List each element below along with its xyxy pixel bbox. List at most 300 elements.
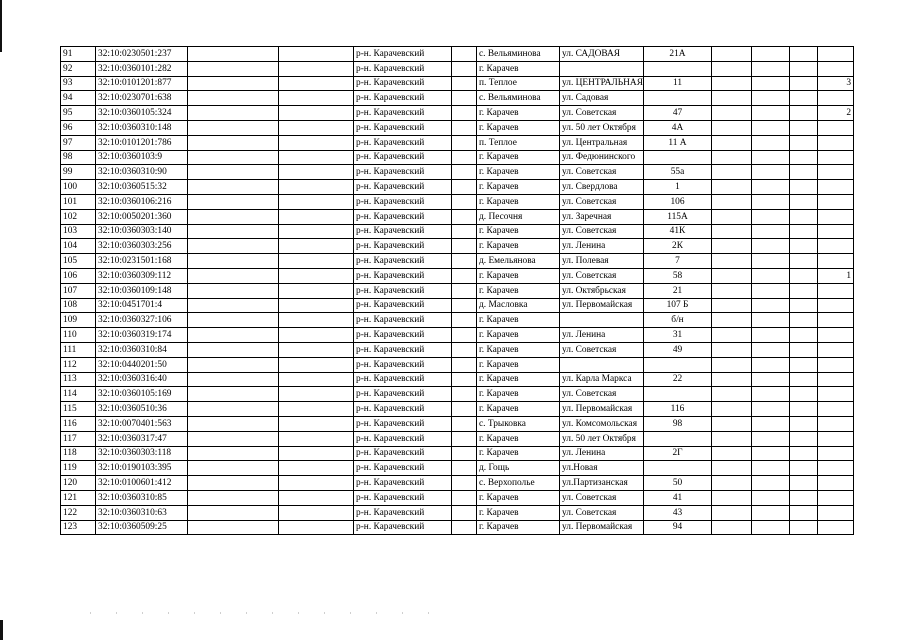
house-number-cell: 43 bbox=[644, 505, 712, 520]
extra-value-cell bbox=[818, 431, 854, 446]
blank-col-a-cell bbox=[188, 283, 279, 298]
settlement-cell: г. Карачев bbox=[477, 268, 560, 283]
blank-col-e-cell bbox=[752, 416, 790, 431]
blank-col-f-cell bbox=[790, 357, 818, 372]
street-cell bbox=[560, 357, 644, 372]
extra-value-cell bbox=[818, 520, 854, 535]
cadastral-number-cell: 32:10:0100601:412 bbox=[96, 476, 188, 491]
blank-col-f-cell bbox=[790, 194, 818, 209]
blank-col-a-cell bbox=[188, 224, 279, 239]
blank-col-b-cell bbox=[279, 520, 354, 535]
street-cell: ул. Советская bbox=[560, 165, 644, 180]
blank-col-f-cell bbox=[790, 180, 818, 195]
house-number-cell: 41 bbox=[644, 490, 712, 505]
blank-col-a-cell bbox=[188, 106, 279, 121]
blank-col-b-cell bbox=[279, 505, 354, 520]
row-number-cell: 118 bbox=[61, 446, 96, 461]
settlement-cell: г. Карачев bbox=[477, 372, 560, 387]
blank-col-c-cell bbox=[452, 446, 477, 461]
street-cell: ул.Новая bbox=[560, 461, 644, 476]
district-cell: р-н. Карачевский bbox=[354, 76, 452, 91]
house-number-cell: 2К bbox=[644, 239, 712, 254]
blank-col-c-cell bbox=[452, 416, 477, 431]
blank-col-b-cell bbox=[279, 91, 354, 106]
extra-value-cell bbox=[818, 298, 854, 313]
row-number-cell: 92 bbox=[61, 61, 96, 76]
blank-col-d-cell bbox=[712, 342, 752, 357]
row-number-cell: 122 bbox=[61, 505, 96, 520]
blank-col-b-cell bbox=[279, 402, 354, 417]
settlement-cell: г. Карачев bbox=[477, 505, 560, 520]
house-number-cell: 41К bbox=[644, 224, 712, 239]
extra-value-cell bbox=[818, 505, 854, 520]
settlement-cell: г. Карачев bbox=[477, 150, 560, 165]
blank-col-e-cell bbox=[752, 342, 790, 357]
table-row bbox=[61, 461, 854, 476]
row-number-cell: 93 bbox=[61, 76, 96, 91]
blank-col-f-cell bbox=[790, 76, 818, 91]
district-cell: р-н. Карачевский bbox=[354, 298, 452, 313]
blank-col-d-cell bbox=[712, 328, 752, 343]
blank-col-b-cell bbox=[279, 372, 354, 387]
blank-col-a-cell bbox=[188, 120, 279, 135]
table-row bbox=[61, 91, 854, 106]
blank-col-c-cell bbox=[452, 180, 477, 195]
blank-col-b-cell bbox=[279, 165, 354, 180]
blank-col-b-cell bbox=[279, 387, 354, 402]
blank-col-c-cell bbox=[452, 298, 477, 313]
table-row bbox=[61, 150, 854, 165]
cadastral-number-cell: 32:10:0360310:148 bbox=[96, 120, 188, 135]
blank-col-b-cell bbox=[279, 461, 354, 476]
district-cell: р-н. Карачевский bbox=[354, 476, 452, 491]
cadastral-number-cell: 32:10:0440201:50 bbox=[96, 357, 188, 372]
blank-col-d-cell bbox=[712, 416, 752, 431]
blank-col-e-cell bbox=[752, 313, 790, 328]
cadastral-number-cell: 32:10:0451701:4 bbox=[96, 298, 188, 313]
settlement-cell: г. Карачев bbox=[477, 520, 560, 535]
district-cell: р-н. Карачевский bbox=[354, 328, 452, 343]
settlement-cell: г. Карачев bbox=[477, 342, 560, 357]
table-row bbox=[61, 268, 854, 283]
cadastral-number-cell: 32:10:0230701:638 bbox=[96, 91, 188, 106]
table-row bbox=[61, 239, 854, 254]
street-cell: ул. САДОВАЯ bbox=[560, 47, 644, 62]
street-cell: ул. 50 лет Октября bbox=[560, 120, 644, 135]
blank-col-e-cell bbox=[752, 431, 790, 446]
blank-col-a-cell bbox=[188, 150, 279, 165]
street-cell: ул. Садовая bbox=[560, 91, 644, 106]
blank-col-a-cell bbox=[188, 357, 279, 372]
table-row bbox=[61, 298, 854, 313]
street-cell: ул. Карла Маркса bbox=[560, 372, 644, 387]
blank-col-b-cell bbox=[279, 313, 354, 328]
house-number-cell: 11 bbox=[644, 76, 712, 91]
row-number-cell: 115 bbox=[61, 402, 96, 417]
cadastral-number-cell: 32:10:0360109:148 bbox=[96, 283, 188, 298]
extra-value-cell bbox=[818, 135, 854, 150]
blank-col-f-cell bbox=[790, 431, 818, 446]
cadastral-number-cell: 32:10:0360105:169 bbox=[96, 387, 188, 402]
cadastral-number-cell: 32:10:0101201:786 bbox=[96, 135, 188, 150]
blank-col-b-cell bbox=[279, 209, 354, 224]
blank-col-e-cell bbox=[752, 476, 790, 491]
district-cell: р-н. Карачевский bbox=[354, 106, 452, 121]
table-row bbox=[61, 416, 854, 431]
cadastral-number-cell: 32:10:0070401:563 bbox=[96, 416, 188, 431]
extra-value-cell bbox=[818, 313, 854, 328]
blank-col-c-cell bbox=[452, 490, 477, 505]
table-row bbox=[61, 106, 854, 121]
blank-col-c-cell bbox=[452, 505, 477, 520]
row-number-cell: 99 bbox=[61, 165, 96, 180]
district-cell: р-н. Карачевский bbox=[354, 461, 452, 476]
extra-value-cell bbox=[818, 416, 854, 431]
district-cell: р-н. Карачевский bbox=[354, 520, 452, 535]
settlement-cell: д. Емельянова bbox=[477, 254, 560, 269]
row-number-cell: 113 bbox=[61, 372, 96, 387]
cadastral-number-cell: 32:10:0231501:168 bbox=[96, 254, 188, 269]
blank-col-d-cell bbox=[712, 505, 752, 520]
street-cell: ул. Первомайская bbox=[560, 298, 644, 313]
house-number-cell: 47 bbox=[644, 106, 712, 121]
blank-col-b-cell bbox=[279, 328, 354, 343]
cadastral-number-cell: 32:10:0360309:112 bbox=[96, 268, 188, 283]
street-cell: ул. Полевая bbox=[560, 254, 644, 269]
scan-noise bbox=[90, 612, 450, 614]
cadastral-number-cell: 32:10:0360303:256 bbox=[96, 239, 188, 254]
blank-col-f-cell bbox=[790, 224, 818, 239]
house-number-cell bbox=[644, 357, 712, 372]
blank-col-f-cell bbox=[790, 135, 818, 150]
blank-col-e-cell bbox=[752, 298, 790, 313]
table-row bbox=[61, 283, 854, 298]
blank-col-e-cell bbox=[752, 76, 790, 91]
street-cell bbox=[560, 313, 644, 328]
blank-col-c-cell bbox=[452, 520, 477, 535]
extra-value-cell bbox=[818, 209, 854, 224]
cadastral-number-cell: 32:10:0101201:877 bbox=[96, 76, 188, 91]
blank-col-a-cell bbox=[188, 194, 279, 209]
blank-col-b-cell bbox=[279, 106, 354, 121]
district-cell: р-н. Карачевский bbox=[354, 372, 452, 387]
cadastral-number-cell: 32:10:0360316:40 bbox=[96, 372, 188, 387]
blank-col-f-cell bbox=[790, 91, 818, 106]
street-cell: ул. Советская bbox=[560, 490, 644, 505]
blank-col-d-cell bbox=[712, 490, 752, 505]
district-cell: р-н. Карачевский bbox=[354, 224, 452, 239]
row-number-cell: 100 bbox=[61, 180, 96, 195]
blank-col-b-cell bbox=[279, 47, 354, 62]
house-number-cell bbox=[644, 431, 712, 446]
settlement-cell: г. Карачев bbox=[477, 387, 560, 402]
extra-value-cell bbox=[818, 342, 854, 357]
blank-col-f-cell bbox=[790, 254, 818, 269]
blank-col-b-cell bbox=[279, 298, 354, 313]
blank-col-a-cell bbox=[188, 76, 279, 91]
district-cell: р-н. Карачевский bbox=[354, 254, 452, 269]
table-row bbox=[61, 520, 854, 535]
table-row bbox=[61, 47, 854, 62]
row-number-cell: 116 bbox=[61, 416, 96, 431]
blank-col-b-cell bbox=[279, 224, 354, 239]
extra-value-cell bbox=[818, 150, 854, 165]
district-cell: р-н. Карачевский bbox=[354, 505, 452, 520]
cadastral-number-cell: 32:10:0360509:25 bbox=[96, 520, 188, 535]
district-cell: р-н. Карачевский bbox=[354, 91, 452, 106]
settlement-cell: г. Карачев bbox=[477, 106, 560, 121]
settlement-cell: г. Карачев bbox=[477, 402, 560, 417]
blank-col-d-cell bbox=[712, 76, 752, 91]
street-cell: ул. Заречная bbox=[560, 209, 644, 224]
extra-value-cell bbox=[818, 239, 854, 254]
blank-col-f-cell bbox=[790, 120, 818, 135]
blank-col-b-cell bbox=[279, 431, 354, 446]
blank-col-d-cell bbox=[712, 283, 752, 298]
table-row bbox=[61, 313, 854, 328]
blank-col-e-cell bbox=[752, 372, 790, 387]
blank-col-e-cell bbox=[752, 194, 790, 209]
cadastral-number-cell: 32:10:0360310:90 bbox=[96, 165, 188, 180]
street-cell: ул. Центральная bbox=[560, 135, 644, 150]
row-number-cell: 111 bbox=[61, 342, 96, 357]
blank-col-f-cell bbox=[790, 283, 818, 298]
table-row bbox=[61, 387, 854, 402]
blank-col-f-cell bbox=[790, 416, 818, 431]
settlement-cell: г. Карачев bbox=[477, 180, 560, 195]
house-number-cell: 31 bbox=[644, 328, 712, 343]
blank-col-e-cell bbox=[752, 446, 790, 461]
settlement-cell: п. Теплое bbox=[477, 76, 560, 91]
district-cell: р-н. Карачевский bbox=[354, 490, 452, 505]
extra-value-cell bbox=[818, 283, 854, 298]
street-cell: ул. Комсомольская bbox=[560, 416, 644, 431]
extra-value-cell bbox=[818, 446, 854, 461]
blank-col-e-cell bbox=[752, 47, 790, 62]
settlement-cell: г. Карачев bbox=[477, 224, 560, 239]
blank-col-c-cell bbox=[452, 165, 477, 180]
street-cell: ул. Октябрьская bbox=[560, 283, 644, 298]
table-row bbox=[61, 180, 854, 195]
blank-col-d-cell bbox=[712, 372, 752, 387]
house-number-cell: 98 bbox=[644, 416, 712, 431]
blank-col-d-cell bbox=[712, 402, 752, 417]
district-cell: р-н. Карачевский bbox=[354, 135, 452, 150]
blank-col-e-cell bbox=[752, 254, 790, 269]
street-cell: ул.Партизанская bbox=[560, 476, 644, 491]
table-row bbox=[61, 120, 854, 135]
extra-value-cell bbox=[818, 120, 854, 135]
row-number-cell: 114 bbox=[61, 387, 96, 402]
blank-col-a-cell bbox=[188, 372, 279, 387]
street-cell: ул. Ленина bbox=[560, 328, 644, 343]
blank-col-b-cell bbox=[279, 357, 354, 372]
blank-col-b-cell bbox=[279, 194, 354, 209]
extra-value-cell bbox=[818, 165, 854, 180]
blank-col-d-cell bbox=[712, 239, 752, 254]
blank-col-e-cell bbox=[752, 402, 790, 417]
street-cell: ул. Советская bbox=[560, 268, 644, 283]
street-cell: ул. Ленина bbox=[560, 446, 644, 461]
blank-col-e-cell bbox=[752, 135, 790, 150]
blank-col-c-cell bbox=[452, 76, 477, 91]
blank-col-d-cell bbox=[712, 476, 752, 491]
cadastral-number-cell: 32:10:0190103:395 bbox=[96, 461, 188, 476]
blank-col-f-cell bbox=[790, 476, 818, 491]
blank-col-f-cell bbox=[790, 313, 818, 328]
district-cell: р-н. Карачевский bbox=[354, 180, 452, 195]
extra-value-cell: 3 bbox=[818, 76, 854, 91]
extra-value-cell bbox=[818, 461, 854, 476]
property-register-table bbox=[60, 46, 854, 535]
blank-col-c-cell bbox=[452, 106, 477, 121]
blank-col-a-cell bbox=[188, 476, 279, 491]
blank-col-b-cell bbox=[279, 180, 354, 195]
row-number-cell: 97 bbox=[61, 135, 96, 150]
row-number-cell: 112 bbox=[61, 357, 96, 372]
blank-col-b-cell bbox=[279, 342, 354, 357]
house-number-cell: б/н bbox=[644, 313, 712, 328]
blank-col-e-cell bbox=[752, 239, 790, 254]
blank-col-a-cell bbox=[188, 446, 279, 461]
blank-col-f-cell bbox=[790, 446, 818, 461]
table-row bbox=[61, 76, 854, 91]
blank-col-a-cell bbox=[188, 461, 279, 476]
settlement-cell: г. Карачев bbox=[477, 431, 560, 446]
cadastral-number-cell: 32:10:0360327:106 bbox=[96, 313, 188, 328]
blank-col-b-cell bbox=[279, 61, 354, 76]
row-number-cell: 95 bbox=[61, 106, 96, 121]
table-row bbox=[61, 135, 854, 150]
row-number-cell: 101 bbox=[61, 194, 96, 209]
house-number-cell: 7 bbox=[644, 254, 712, 269]
blank-col-d-cell bbox=[712, 180, 752, 195]
district-cell: р-н. Карачевский bbox=[354, 313, 452, 328]
blank-col-e-cell bbox=[752, 357, 790, 372]
blank-col-d-cell bbox=[712, 357, 752, 372]
cadastral-number-cell: 32:10:0360101:282 bbox=[96, 61, 188, 76]
settlement-cell: г. Карачев bbox=[477, 239, 560, 254]
blank-col-c-cell bbox=[452, 150, 477, 165]
house-number-cell bbox=[644, 150, 712, 165]
blank-col-a-cell bbox=[188, 402, 279, 417]
extra-value-cell bbox=[818, 91, 854, 106]
district-cell: р-н. Карачевский bbox=[354, 357, 452, 372]
blank-col-e-cell bbox=[752, 490, 790, 505]
row-number-cell: 109 bbox=[61, 313, 96, 328]
blank-col-a-cell bbox=[188, 47, 279, 62]
table-row bbox=[61, 61, 854, 76]
blank-col-c-cell bbox=[452, 461, 477, 476]
house-number-cell: 22 bbox=[644, 372, 712, 387]
extra-value-cell bbox=[818, 180, 854, 195]
house-number-cell: 107 Б bbox=[644, 298, 712, 313]
settlement-cell: г. Карачев bbox=[477, 194, 560, 209]
blank-col-a-cell bbox=[188, 342, 279, 357]
blank-col-c-cell bbox=[452, 268, 477, 283]
table-row bbox=[61, 446, 854, 461]
blank-col-d-cell bbox=[712, 268, 752, 283]
cadastral-number-cell: 32:10:0360317:47 bbox=[96, 431, 188, 446]
blank-col-a-cell bbox=[188, 61, 279, 76]
blank-col-f-cell bbox=[790, 61, 818, 76]
house-number-cell: 55а bbox=[644, 165, 712, 180]
blank-col-e-cell bbox=[752, 387, 790, 402]
house-number-cell: 1 bbox=[644, 180, 712, 195]
blank-col-f-cell bbox=[790, 505, 818, 520]
extra-value-cell bbox=[818, 387, 854, 402]
blank-col-d-cell bbox=[712, 165, 752, 180]
row-number-cell: 123 bbox=[61, 520, 96, 535]
extra-value-cell bbox=[818, 490, 854, 505]
street-cell: ул. Советская bbox=[560, 342, 644, 357]
blank-col-f-cell bbox=[790, 209, 818, 224]
house-number-cell bbox=[644, 91, 712, 106]
blank-col-c-cell bbox=[452, 47, 477, 62]
blank-col-b-cell bbox=[279, 446, 354, 461]
settlement-cell: г. Карачев bbox=[477, 313, 560, 328]
house-number-cell bbox=[644, 461, 712, 476]
blank-col-e-cell bbox=[752, 505, 790, 520]
house-number-cell: 106 bbox=[644, 194, 712, 209]
blank-col-b-cell bbox=[279, 135, 354, 150]
blank-col-c-cell bbox=[452, 402, 477, 417]
row-number-cell: 119 bbox=[61, 461, 96, 476]
blank-col-e-cell bbox=[752, 165, 790, 180]
table-row bbox=[61, 357, 854, 372]
row-number-cell: 104 bbox=[61, 239, 96, 254]
table-body bbox=[61, 47, 854, 535]
blank-col-b-cell bbox=[279, 476, 354, 491]
settlement-cell: с. Вельяминова bbox=[477, 47, 560, 62]
blank-col-e-cell bbox=[752, 180, 790, 195]
row-number-cell: 94 bbox=[61, 91, 96, 106]
district-cell: р-н. Карачевский bbox=[354, 342, 452, 357]
row-number-cell: 105 bbox=[61, 254, 96, 269]
cadastral-number-cell: 32:10:0360310:85 bbox=[96, 490, 188, 505]
settlement-cell: с. Вельяминова bbox=[477, 91, 560, 106]
house-number-cell: 49 bbox=[644, 342, 712, 357]
district-cell: р-н. Карачевский bbox=[354, 150, 452, 165]
blank-col-d-cell bbox=[712, 120, 752, 135]
cadastral-number-cell: 32:10:0230501:237 bbox=[96, 47, 188, 62]
blank-col-d-cell bbox=[712, 313, 752, 328]
row-number-cell: 107 bbox=[61, 283, 96, 298]
extra-value-cell bbox=[818, 47, 854, 62]
blank-col-b-cell bbox=[279, 416, 354, 431]
street-cell: ул. Свердлова bbox=[560, 180, 644, 195]
district-cell: р-н. Карачевский bbox=[354, 47, 452, 62]
table-row bbox=[61, 402, 854, 417]
blank-col-d-cell bbox=[712, 47, 752, 62]
blank-col-d-cell bbox=[712, 91, 752, 106]
blank-col-a-cell bbox=[188, 298, 279, 313]
blank-col-a-cell bbox=[188, 165, 279, 180]
blank-col-d-cell bbox=[712, 387, 752, 402]
street-cell: ул. Советская bbox=[560, 387, 644, 402]
blank-col-d-cell bbox=[712, 106, 752, 121]
blank-col-f-cell bbox=[790, 106, 818, 121]
settlement-cell: г. Карачев bbox=[477, 490, 560, 505]
cadastral-number-cell: 32:10:0050201:360 bbox=[96, 209, 188, 224]
table-row bbox=[61, 209, 854, 224]
settlement-cell: п. Теплое bbox=[477, 135, 560, 150]
settlement-cell: г. Карачев bbox=[477, 328, 560, 343]
blank-col-d-cell bbox=[712, 135, 752, 150]
blank-col-f-cell bbox=[790, 461, 818, 476]
blank-col-a-cell bbox=[188, 431, 279, 446]
table-row bbox=[61, 372, 854, 387]
